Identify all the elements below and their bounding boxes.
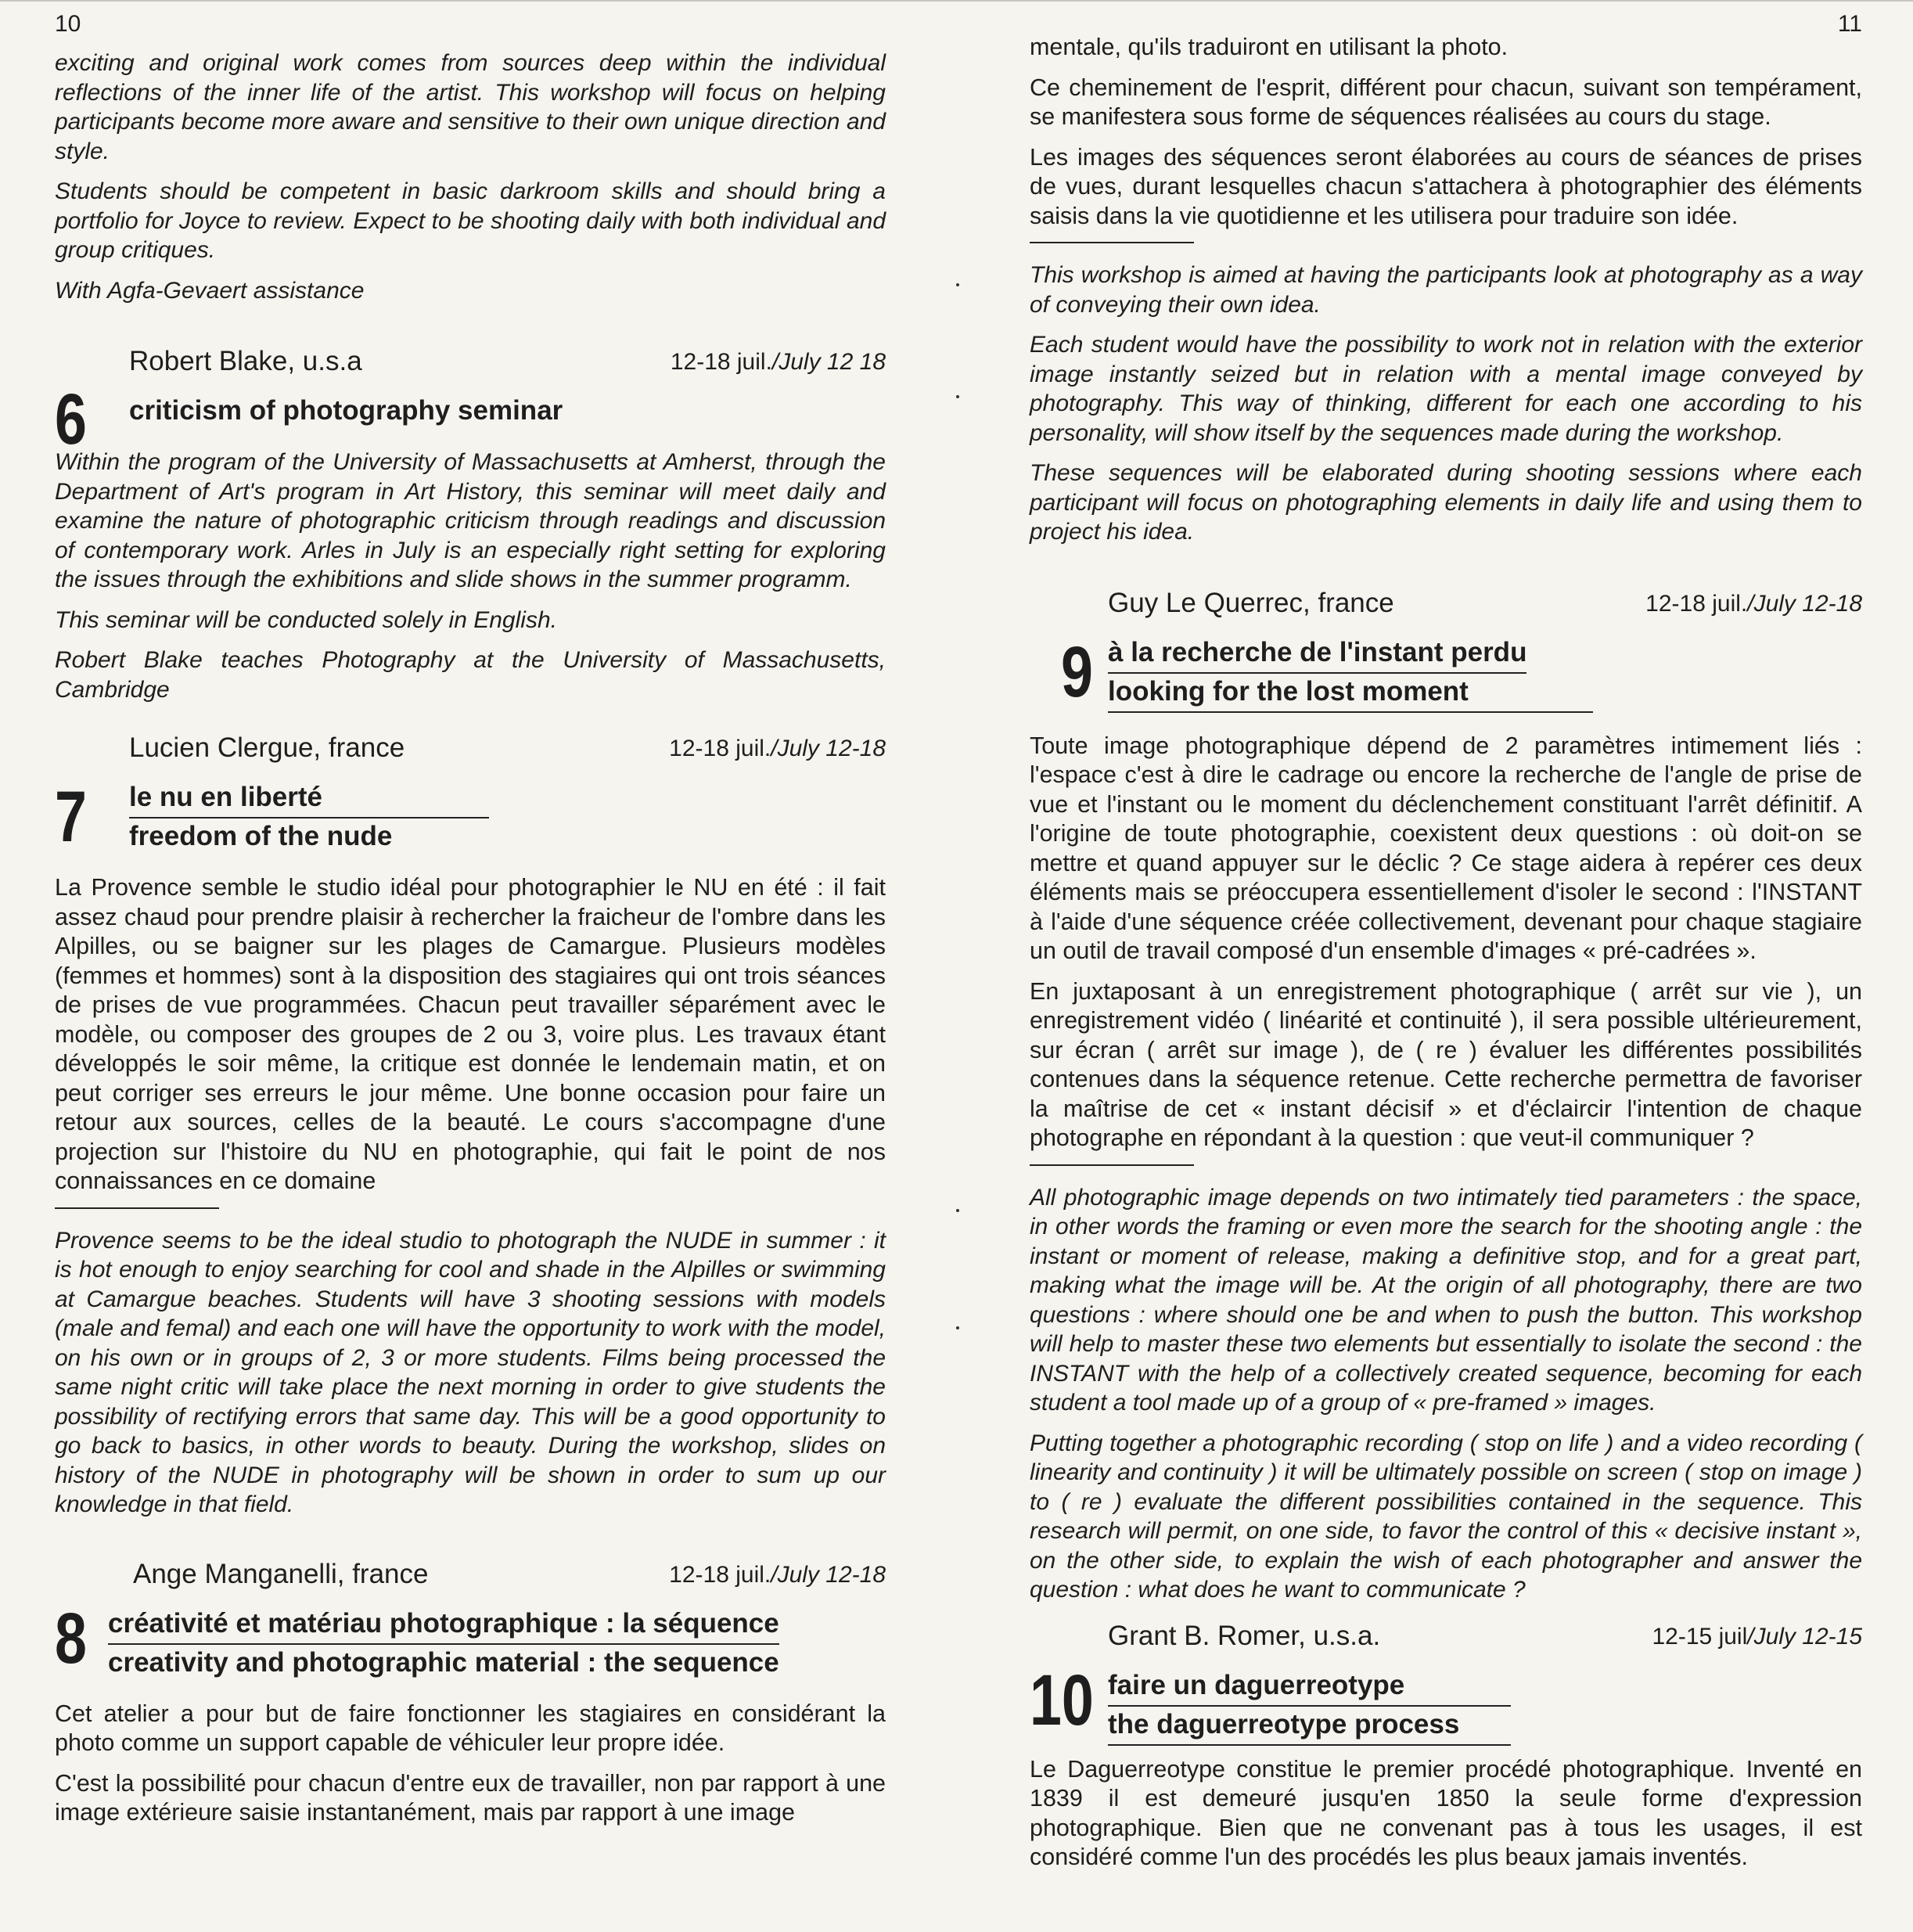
workshop-note: This seminar will be conducted solely in English. [55,606,557,633]
left-column [55,49,886,1839]
continued-paragraph-fr: mentale, qu'ils traduiront en utilisant la photo. [1030,34,1508,60]
language-divider [1030,1164,1194,1166]
workshop-dates: 12-18 juil./July 12-18 [1645,590,1862,617]
instructor-name: Lucien Clergue, france [129,732,405,763]
workshop-title-fr: le nu en liberté [129,779,489,818]
instructor-name: Grant B. Romer, u.s.a. [1108,1620,1381,1651]
continued-paragraph-en: These sequences will be elaborated during shooting sessions where each participant will focus on photographing elements in daily life and using them to project his idea. [1030,460,1862,545]
workshop-description-en: All photographic image depends on two intimately tied parameters : the space, in other words the framing or even more the search for the shooting angle : the instant or moment of release, making a definitive stop, and for a great part, making what the image will be. At the origin of all photography, there are two questions : where should one be and when to push the button. This workshop will help to master these two elements but essentially to isolate the second : the INSTANT with the help of a collectively created sequence, becoming for each student a tool made up of a group of « pre-framed » images. [1030,1184,1862,1416]
workshop-title-block [1030,631,1862,713]
continued-paragraph-fr: Ce cheminement de l'esprit, différent pour chacun, suivant son tempérament, se manifestera sous forme de séquences réalisées au cours du stage. [1030,74,1862,130]
workshop-title-block [55,1598,886,1681]
workshop-title-en: looking for the lost moment [1108,674,1593,713]
workshop-dates: 12-18 juil./July 12 18 [670,349,886,375]
intro-paragraph: Students should be competent in basic darkroom skills and should bring a portfolio for Joyce to review. Expect to be shooting daily with both individual and group critiques. [55,178,886,263]
workshop-title-fr: faire un daguerreotype [1108,1668,1511,1707]
workshop-number: 9 [1061,631,1093,712]
left-page [0,0,956,1932]
workshop-title-block [1030,1660,1862,1746]
continued-paragraph-en: Each student would have the possibility to work not in relation with the exterior image instantly seized but in relation with a mental image conveyed by photography. This way of thinking, different for each one according to his personality, will show itself by the sequences made during the workshop. [1030,332,1862,446]
workshop-header [55,346,886,393]
right-column [1030,33,1862,1883]
workshop-7 [55,732,886,1520]
workshop-dates: 12-15 juil/July 12-15 [1652,1623,1862,1650]
instructor-name: Robert Blake, u.s.a [129,346,362,376]
fold-mark [956,283,959,286]
workshop-number: 6 [55,380,87,459]
workshop-number: 10 [1030,1660,1094,1740]
workshop-title-block [55,777,886,857]
workshop-header [1030,588,1862,635]
workshop-10 [1030,1621,1862,1873]
page-number: 10 [55,11,81,37]
continued-paragraph-fr: Les images des séquences seront élaborées au cours de séances de prises de vues, durant lesquelles chacun s'attachera à photographier des éléments saisis dans la vie quotidienne et les utilisera pour traduire son idée. [1030,143,1862,229]
workshop-description-en: Putting together a photographic recording ( stop on life ) and a video recording ( linearity and continuity ) it will be ultimately possible on screen ( stop on image ) to ( re ) evaluate the different possibilities contained in the sequence. This research will permit, on one side, to favor the control of this « decisive instant », on the other side, to explain the wish of each photographer and answer the question : what does he want to communicate ? [1030,1430,1862,1603]
workshop-description-fr: C'est la possibilité pour chacun d'entre eux de travailler, non par rapport à une image extérieure saisie instantanément, mais par rapport à une image [55,1769,886,1826]
workshop-description-fr: La Provence semble le studio idéal pour photographier le NU en été : il fait assez chaud pour prendre plaisir à rechercher la fraicheur de l'ombre dans les Alpilles, ou se baigner sur les plages de Camargue. Plusieurs modèles (femmes et hommes) sont à la disposition des stagiaires qui ont trois séances de prises de vue programmées. Chacun peut travailler séparément avec le modèle, ou composer des groupes de 2 ou 3, voire plus. Les travaux étant développés le soir même, la critique est donnée le lendemain matin, et on peut corriger ses erreurs le jour même. Une bonne occasion pour faire un retour aux sources, celles de la beauté. Le cours s'accompagne d'une projection sur l'histoire du NU en photographie, qui fait le point de nos connaissances en ce domaine [55,874,886,1194]
workshop-8 [55,1559,886,1828]
workshop-description-fr: Cet atelier a pour but de faire fonctionner les stagiaires en considérant la photo comme un support capable de véhiculer leur propre idée. [55,1700,886,1756]
right-page [956,0,1913,1932]
workshop-title-fr: créativité et matériau photographique : la séquence [108,1606,779,1645]
workshop-description-fr: Toute image photographique dépend de 2 paramètres intimement liés : l'espace c'est à dire le cadrage ou encore la recherche de l'angle de prise de vue et l'instant ou le moment du déclenchement constituant l'arrêt définitif. A l'origine de toute photographie, coexistent deux questions : où doit-on se mettre et quand appuyer sur le déclic ? Ce stage aidera à repérer ces deux éléments mais se préoccupera essentiellement d'isoler le second : l'INSTANT à l'aide d'une séquence créée collectivement, devenant pour chaque stagiaire un outil de travail composé d'un ensemble d'images « pré-cadrées ». [1030,732,1862,964]
workshop-number: 7 [55,777,87,857]
continued-paragraph-en: This workshop is aimed at having the participants look at photography as a way of conveying their own idea. [1030,262,1862,318]
workshop-header [55,1559,886,1606]
sponsor-note: With Agfa-Gevaert assistance [55,277,365,304]
language-divider [1030,242,1194,243]
workshop-title: criticism of photography seminar [129,395,563,426]
workshop-header [1030,1621,1862,1668]
workshop-title-en: creativity and photographic material : the sequence [108,1646,779,1678]
workshop-description-fr: En juxtaposant à un enregistrement photographique ( arrêt sur vie ), un enregistrement vidéo ( linéarité et continuité ), il sera possible ultérieurement, sur écran ( arrêt sur image ), de ( re ) évaluer les différentes possibilités contenues dans la séquence retenue. Cette recherche permettra de favoriser la maîtrise de cet « instant décisif » et d'éclaircir l'intention de chaque photographe en répondant à la question : que veut-il communiquer ? [1030,977,1862,1151]
workshop-dates: 12-18 juil./July 12-18 [669,736,886,761]
instructor-bio: Robert Blake teaches Photography at the University of Massachusetts, Cambridge [55,647,886,703]
workshop-title-en: freedom of the nude [129,821,393,851]
workshop-title-fr: à la recherche de l'instant perdu [1108,635,1526,674]
workshop-header [55,732,886,779]
intro-paragraph: exciting and original work comes from sources deep within the individual reflections of the inner life of the artist. This workshop will focus on helping participants become more aware and sensitive to their own unique direction and style. [55,50,886,164]
workshop-title-block [55,380,886,459]
language-divider [55,1207,219,1209]
fold-mark [956,1209,959,1212]
workshop-description: Within the program of the University of Massachusetts at Amherst, through the Department of Art's program in Art History, this seminar will meet daily and examine the nature of photographic criticism through readings and discussion of contemporary work. Arles in July is an especially right setting for exploring the issues through the exhibitions and slide shows in the summer programm. [55,449,886,592]
instructor-name: Ange Manganelli, france [133,1558,429,1589]
fold-mark [956,1326,959,1329]
workshop-6 [55,346,886,704]
workshop-9 [1030,588,1862,1605]
instructor-name: Guy Le Querrec, france [1108,587,1394,618]
workshop-title-en: the daguerreotype process [1108,1707,1511,1746]
page-number: 11 [1837,11,1862,37]
workshop-number: 8 [55,1598,87,1678]
workshop-description-en: Provence seems to be the ideal studio to photograph the NUDE in summer : it is hot enough to enjoy searching for cool and shade in the Alpilles or swimming at Camargue beaches. Students will have 3 shooting sessions with models (male and femal) and each one will have the opportunity to work with the model, on his own or in groups of 2, 3 or more students. Films being processed the same night critic will take place the next morning in order to give students the possibility of rectifying errors that same day. This will be a good opportunity to go back to basics, in other words to beauty. During the workshop, slides on history of the NUDE in photography will be shown in order to sum up our knowledge in that field. [55,1227,886,1517]
workshop-description-fr: Le Daguerreotype constitue le premier procédé photographique. Inventé en 1839 il est demeuré jusqu'en 1850 la seule forme d'expression photographique. Bien que ne convenant pas à tous les usages, il est considéré comme l'un des procédés les plus beaux jamais inventés. [1030,1755,1862,1870]
workshop-dates: 12-18 juil./July 12-18 [669,1561,886,1588]
fold-mark [956,395,959,398]
